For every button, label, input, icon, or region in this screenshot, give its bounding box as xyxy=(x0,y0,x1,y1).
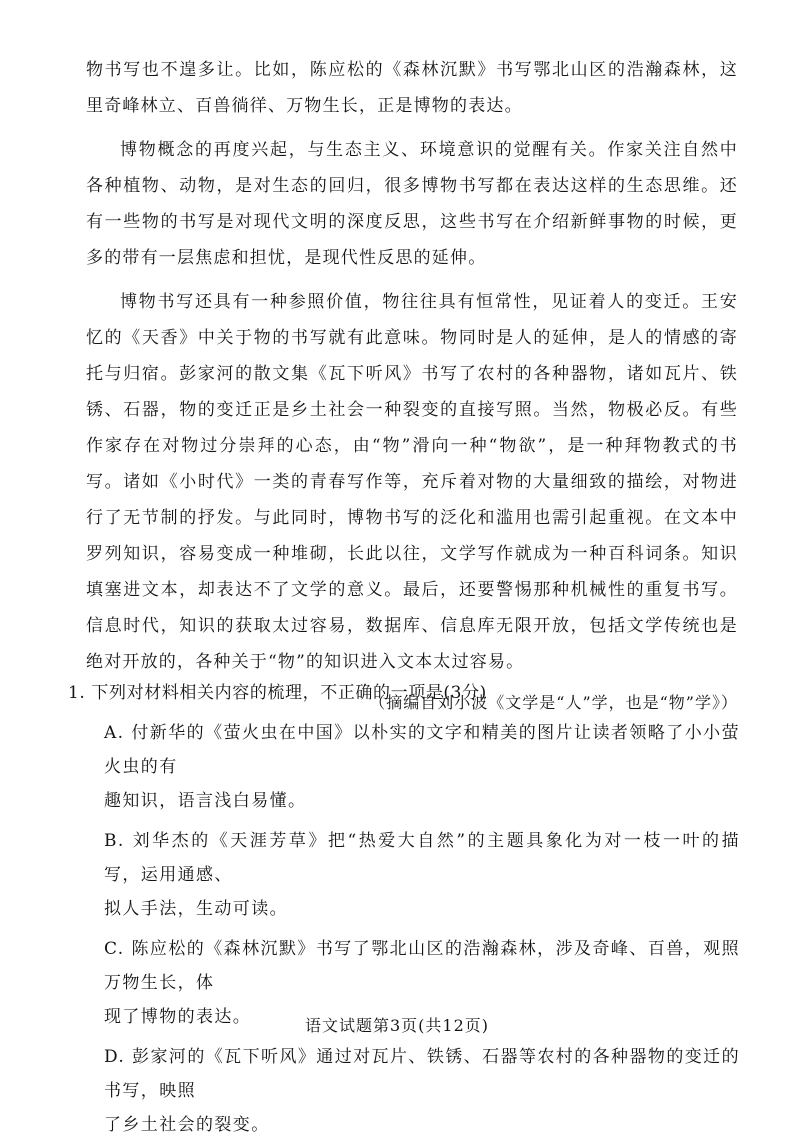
source-citation: （摘编自刘小波《文学是“人”学，也是“物”学》） xyxy=(369,693,738,712)
option-text-continued: 了乡土社会的裂变。 xyxy=(104,1115,270,1135)
option-letter: B. xyxy=(104,831,133,851)
page-footer: 语文试题第3页(共12页) xyxy=(304,1016,490,1035)
option-text: 刘华杰的《天涯芳草》把“热爱大自然”的主题具象化为对一枝一叶的描写，运用通感、 xyxy=(104,831,740,885)
paragraph-1: 物书写也不遑多让。比如，陈应松的《森林沉默》书写鄂北山区的浩瀚森林，这里奇峰林立、百兽徜徉、万物生长，正是博物的表达。 xyxy=(86,60,738,116)
option-text: 彭家河的《瓦下听风》通过对瓦片、铁锈、石器等农村的各种器物的变迁的书写，映照 xyxy=(104,1047,740,1101)
paragraph-3: 博物书写还具有一种参照价值，物往往具有恒常性，见证着人的变迁。王安忆的《天香》中关于物的书写就有此意味。物同时是人的延伸，是人的情感的寄托与归宿。彭家河的散文集《瓦下听风》书写了农村的各种器物，诸如瓦片、铁锈、石器，物的变迁正是乡土社会一种裂变的直接写照。当然，物极必反。有些作家存在对物过分崇拜的心态，由“物”滑向一种“物欲”，是一种拜物教式的书写。诸如《小时代》一类的青春写作等，充斥着对物的大量细致的描绘，对物进行了无节制的抒发。与此同时，博物书写的泛化和滥用也需引起重视。在文本中罗列知识，容易变成一种堆砌，长此以往，文学写作就成为一种百科词条。知识填塞进文本，却表达不了文学的意义。最后，还要警惕那种机械性的重复书写。信息时代，知识的获取太过容易，数据库、信息库无限开放，包括文学传统也是绝对开放的，各种关于“物”的知识进入文本太过容易。 xyxy=(86,292,738,672)
option-d xyxy=(68,1040,740,1142)
question-1 xyxy=(68,676,740,1142)
passage xyxy=(86,52,738,720)
paragraph-2: 博物概念的再度兴起，与生态主义、环境意识的觉醒有关。作家关注自然中各种植物、动物，是对生态的回归，很多博物书写都在表达这样的生态思维。还有一些物的书写是对现代文明的深度反思，这些书写在介绍新鲜事物的时候，更多的带有一层焦虑和担忧，是现代性反思的延伸。 xyxy=(86,140,738,268)
option-text-continued: 趣知识，语言浅白易懂。 xyxy=(104,791,307,811)
option-a xyxy=(68,716,740,818)
option-text-continued: 现了博物的表达。 xyxy=(104,1007,252,1027)
option-text: 陈应松的《森林沉默》书写了鄂北山区的浩瀚森林，涉及奇峰、百兽，观照万物生长，体 xyxy=(104,939,740,993)
option-letter: D. xyxy=(104,1047,133,1067)
option-letter: A. xyxy=(104,723,132,743)
question-stem: 1. 下列对材料相关内容的梳理，不正确的一项是(3分) xyxy=(68,683,487,703)
option-b xyxy=(68,824,740,926)
option-text: 付新华的《萤火虫在中国》以朴实的文字和精美的图片让读者领略了小小萤火虫的有 xyxy=(104,723,740,777)
option-text-continued: 拟人手法，生动可读。 xyxy=(104,899,288,919)
option-letter: C. xyxy=(104,939,132,959)
